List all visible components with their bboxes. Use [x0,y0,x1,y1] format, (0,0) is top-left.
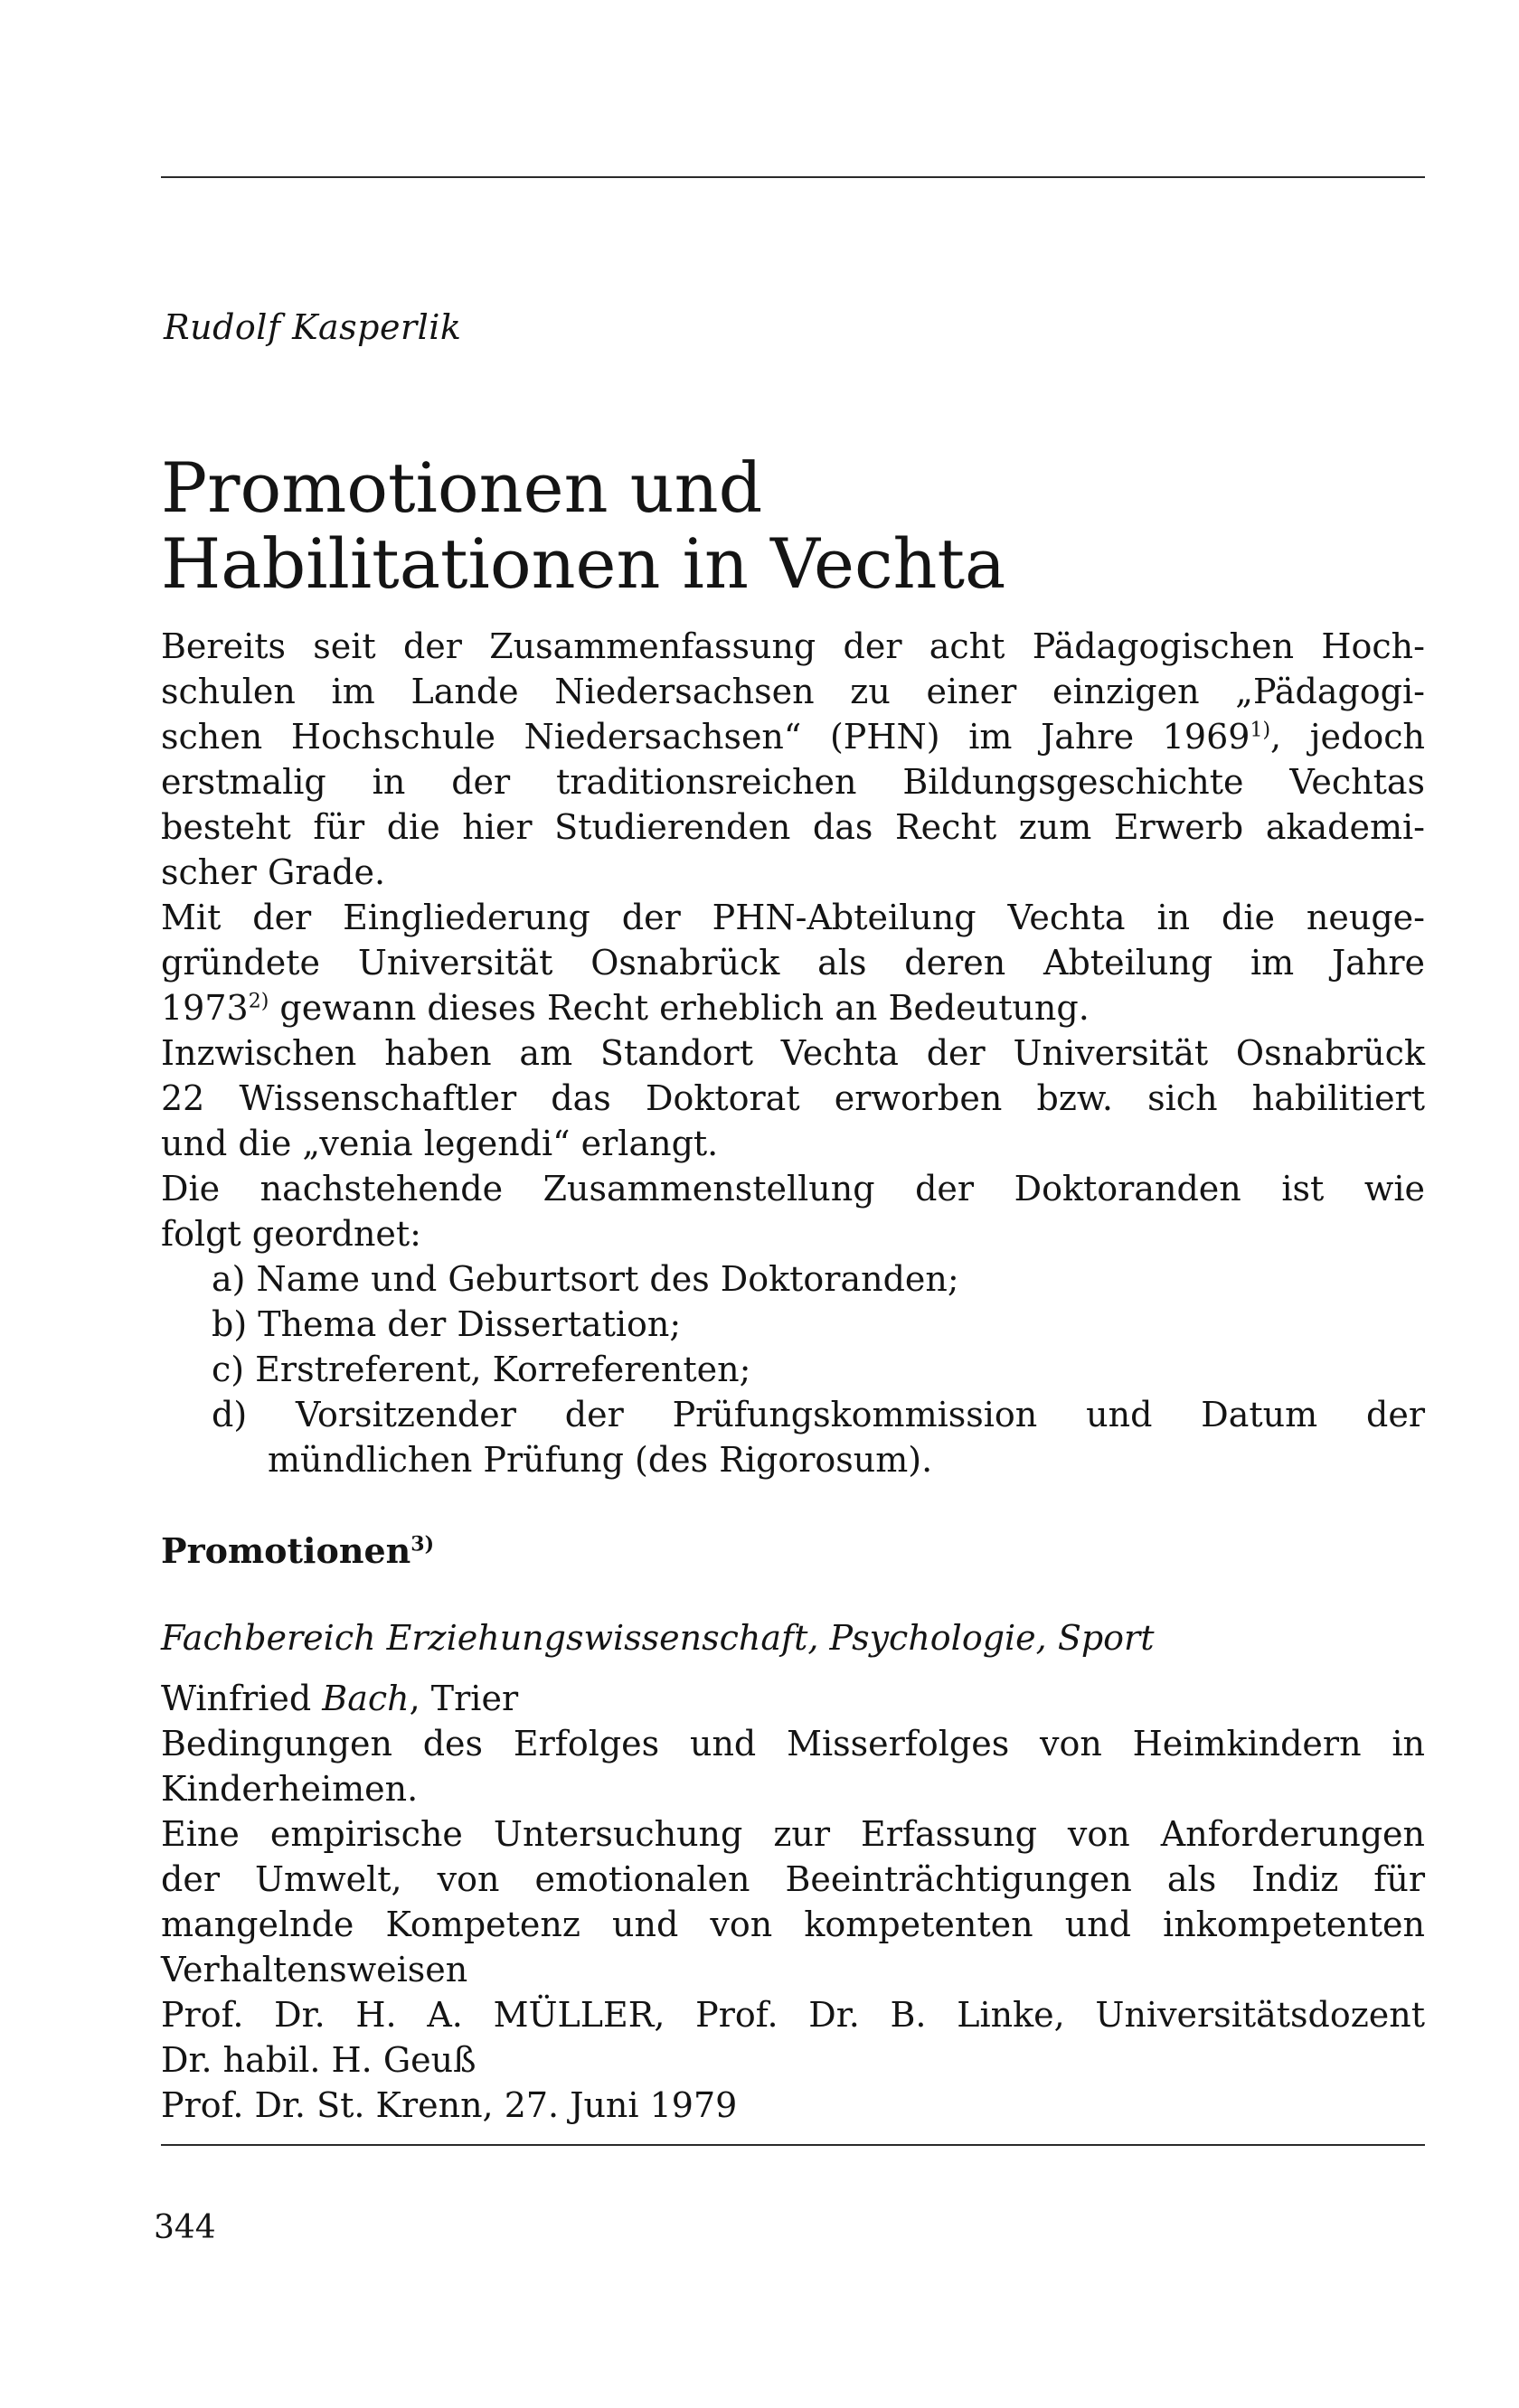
dissertation-subtitle-line: der Umwelt, von emotionalen Beeinträchtigungen als Indiz für [161,1859,1425,1899]
chair-and-date: Prof. Dr. St. Krenn, 27. Juni 1979 [161,2085,738,2125]
author-name: Rudolf Kasperlik [164,307,462,347]
title-line-1: Promotionen und [161,447,763,528]
referees-line: Dr. habil. H. Geuß [161,2040,476,2080]
footnote-ref-3: 3) [410,1532,434,1557]
candidate-line [161,1676,1425,1721]
paragraph-1-line [161,714,1425,759]
dissertation-title-line: Kinderheimen. [161,1769,419,1809]
page-number: 344 [154,2209,216,2246]
section-heading-text: Promotionen [161,1530,411,1571]
footnote-ref-1: 1) [1250,719,1271,742]
paragraph-2-text: gewann dieses Recht erheblich an Bedeutung. [269,988,1090,1028]
referees-line: Prof. Dr. H. A. MÜLLER, Prof. Dr. B. Linke, Universitätsdozent [161,1995,1425,2035]
article-title [161,447,1427,604]
paragraph-1-line: Bereits seit der Zusammenfassung der acht Pädagogischen Hoch- [161,626,1425,666]
dissertation-subtitle-line: Verhaltensweisen [161,1950,468,1989]
paragraph-2-line: Mit der Eingliederung der PHN-Abteilung Vechta in die neuge- [161,898,1425,937]
paragraph-4-line: Die nachstehende Zusammenstellung der Doktoranden ist wie [161,1169,1425,1209]
paragraph-2-text: 1973 [161,988,249,1028]
bottom-rule [161,2144,1425,2146]
candidate-first-name: Winfried [161,1679,323,1718]
list-item-d-continued: mündlichen Prüfung (des Rigorosum). [268,1440,933,1480]
section-heading [161,1530,434,1571]
paragraph-1-text: schen Hochschule Niedersachsen“ (PHN) im Jahre 1969 [161,717,1250,757]
paragraph-1-line: schulen im Lande Niedersachsen zu einer einzigen „Pädagogi- [161,672,1425,711]
paragraph-1-line: scher Grade. [161,852,386,892]
paragraph-1-text: , jedoch [1270,717,1426,757]
list-item-a: a) Name und Geburtsort des Doktoranden; [212,1259,959,1299]
candidate-place: , Trier [409,1679,519,1718]
paragraph-3-line: 22 Wissenschaftler das Doktorat erworben bzw. sich habilitiert [161,1078,1425,1118]
candidate-surname: Bach [322,1679,410,1718]
paragraph-1-line: besteht für die hier Studierenden das Recht zum Erwerb akademi- [161,807,1425,847]
list-item-c: c) Erstreferent, Korreferenten; [212,1350,751,1389]
footnote-ref-2: 2) [248,990,269,1013]
department-subheading: Fachbereich Erziehungswissenschaft, Psychologie, Sport [161,1618,1155,1658]
paragraph-2-line [161,985,1425,1030]
top-rule [161,176,1425,178]
paragraph-3-line: und die „venia legendi“ erlangt. [161,1124,719,1163]
intro-text [161,624,1425,1482]
dissertation-title-line: Bedingungen des Erfolges und Misserfolges von Heimkindern in [161,1724,1425,1764]
list-item-b: b) Thema der Dissertation; [212,1304,682,1344]
dissertation-subtitle-line: Eine empirische Untersuchung zur Erfassung von Anforderungen [161,1814,1425,1854]
list-item-d: d) Vorsitzender der Prüfungskommission und Datum der [212,1395,1425,1434]
paragraph-1-line: erstmalig in der traditionsreichen Bildungsgeschichte Vechtas [161,762,1425,802]
paragraph-4-line: folgt geordnet: [161,1214,421,1254]
paragraph-3-line: Inzwischen haben am Standort Vechta der Universität Osnabrück [161,1033,1425,1073]
dissertation-entry [161,1676,1425,2128]
dissertation-subtitle-line: mangelnde Kompetenz und von kompetenten und inkompetenten [161,1905,1425,1944]
paragraph-2-line: gründete Universität Osnabrück als deren Abteilung im Jahre [161,943,1425,983]
title-line-2: Habilitationen in Vechta [161,523,1006,604]
